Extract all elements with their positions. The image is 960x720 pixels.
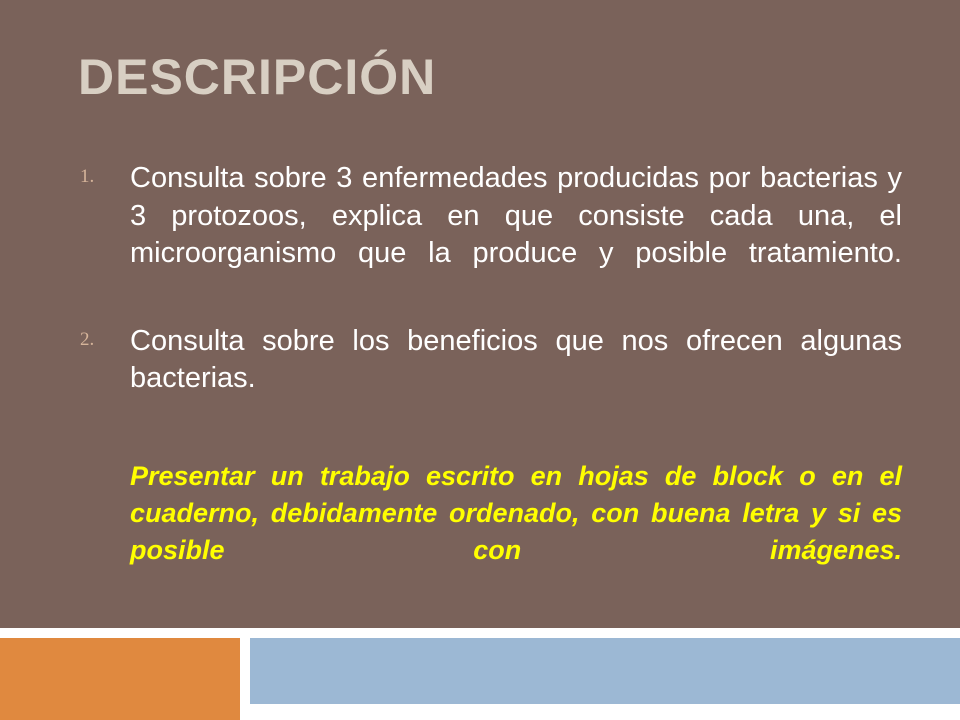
list-item-text: Consulta sobre 3 enfermedades producidas por bacterias y 3 protozoos, explica en que consiste cada una, el microorganismo que la produce y posible tratamiento. [130,162,902,270]
footer-bottom-white [250,704,960,720]
list-item-marker: 1. [80,166,95,187]
list-item [72,160,902,311]
list-item-text: Consulta sobre los beneficios que nos ofrecen algunas bacterias. [130,324,902,395]
footer-gap [240,638,250,720]
slide-footer [0,628,960,720]
slide-body [72,160,902,607]
list-item [72,323,902,436]
highlighted-note: Presentar un trabajo escrito en hojas de block o en el cuaderno, debidamente ordenado, con buena letra y si es posible con imágenes. [130,460,902,566]
page-title: DESCRIPCIÓN [78,49,437,105]
numbered-list [72,160,902,436]
list-item-marker: 2. [80,328,95,350]
footer-white-strip [0,628,960,638]
footer-blue-bar [250,638,960,704]
footer-orange-bar [0,638,240,720]
